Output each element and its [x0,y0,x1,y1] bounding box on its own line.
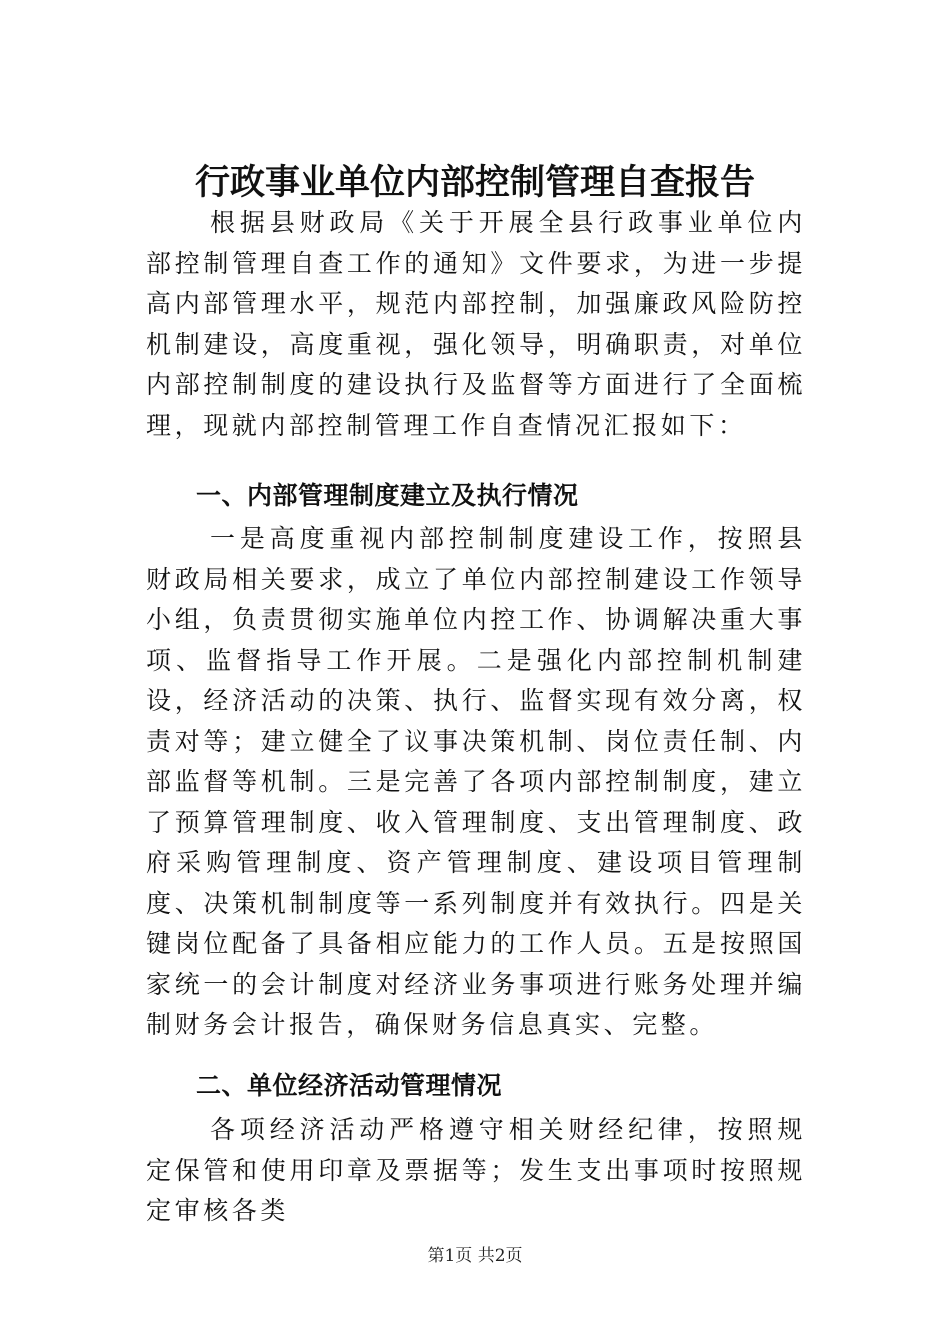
section-1-paragraph: 一是高度重视内部控制制度建设工作，按照县财政局相关要求，成立了单位内部控制建设工作领导小组，负责贯彻实施单位内控工作、协调解决重大事项、监督指导工作开展。二是强化内部控制机制建设，经济活动的决策、执行、监督实现有效分离，权责对等；建立健全了议事决策机制、岗位责任制、内部监督等机制。三是完善了各项内部控制制度，建立了预算管理制度、收入管理制度、支出管理制度、政府采购管理制度、资产管理制度、建设项目管理制度、决策机制制度等一系列制度并有效执行。四是关键岗位配备了具备相应能力的工作人员。五是按照国家统一的会计制度对经济业务事项进行账务处理并编制财务会计报告，确保财务信息真实、完整。 [146,524,806,1039]
section-2-paragraph: 各项经济活动严格遵守相关财经纪律，按照规定保管和使用印章及票据等；发生支出事项时按照规定审核各类 [146,1115,806,1225]
section-1-heading: 一、内部管理制度建立及执行情况 [196,481,579,510]
intro-paragraph: 根据县财政局《关于开展全县行政事业单位内部控制管理自查工作的通知》文件要求，为进一步提高内部管理水平，规范内部控制，加强廉政风险防控机制建设，高度重视，强化领导，明确职责，对单位内部控制制度的建设执行及监督等方面进行了全面梳理，现就内部控制管理工作自查情况汇报如下： [146,208,806,440]
document-title: 行政事业单位内部控制管理自查报告 [194,162,755,204]
section-2-heading: 二、单位经济活动管理情况 [196,1071,503,1100]
page-footer: 第1页 共2页 [427,1246,523,1266]
